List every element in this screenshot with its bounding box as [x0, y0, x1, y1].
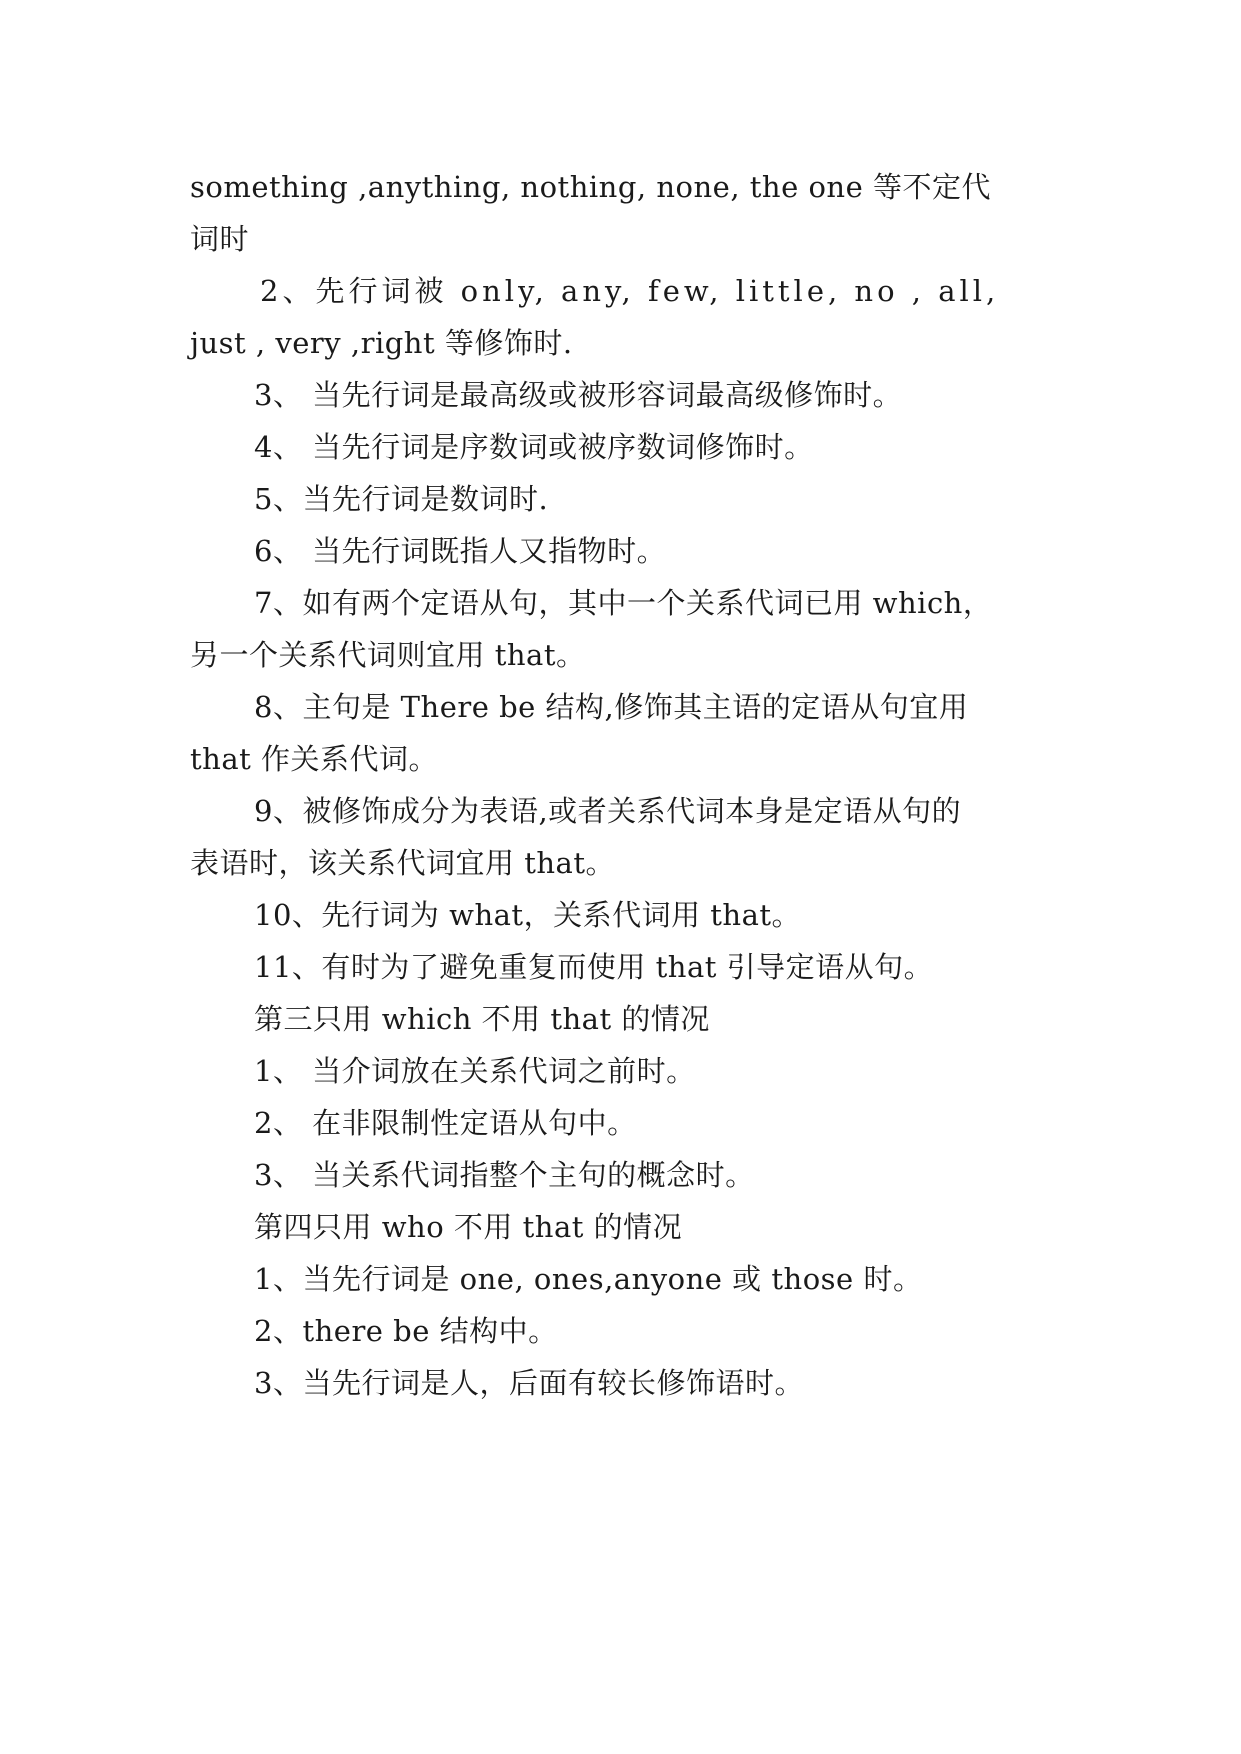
- text-line: 1、当先行词是 one, ones,anyone 或 those 时。: [254, 1262, 923, 1296]
- text-line: 2、 在非限制性定语从句中。: [254, 1106, 637, 1140]
- text-line: 10、先行词为 what，关系代词用 that。: [254, 898, 802, 932]
- text-line: 4、 当先行词是序数词或被序数词修饰时。: [254, 430, 814, 464]
- text-line: 7、如有两个定语从句，其中一个关系代词已用 which，: [254, 586, 993, 620]
- text-line: 5、当先行词是数词时.: [254, 482, 549, 516]
- section-heading: 第四只用 who 不用 that 的情况: [254, 1210, 683, 1244]
- text-line: 2、there be 结构中。: [254, 1314, 558, 1348]
- text-line: 1、 当介词放在关系代词之前时。: [254, 1054, 696, 1088]
- text-line: 9、被修饰成分为表语,或者关系代词本身是定语从句的: [254, 794, 962, 828]
- text-line: 2、先行词被 only, any, few, little, no , all,: [260, 274, 1000, 308]
- text-line: just , very ,right 等修饰时.: [190, 326, 573, 360]
- text-line: 3、当先行词是人，后面有较长修饰语时。: [254, 1366, 804, 1400]
- text-line: that 作关系代词。: [190, 742, 438, 776]
- text-line: 3、 当关系代词指整个主句的概念时。: [254, 1158, 755, 1192]
- text-line: something ,anything, nothing, none, the one 等不定代: [190, 170, 991, 204]
- text-line: 11、有时为了避免重复而使用 that 引导定语从句。: [254, 950, 934, 984]
- text-line: 3、 当先行词是最高级或被形容词最高级修饰时。: [254, 378, 903, 412]
- section-heading: 第三只用 which 不用 that 的情况: [254, 1002, 710, 1036]
- text-line: 表语时，该关系代词宜用 that。: [190, 846, 615, 880]
- text-line: 另一个关系代词则宜用 that。: [190, 638, 586, 672]
- text-line: 8、主句是 There be 结构,修饰其主语的定语从句宜用: [254, 690, 969, 724]
- text-line: 6、 当先行词既指人又指物时。: [254, 534, 667, 568]
- text-line: 词时: [190, 222, 250, 256]
